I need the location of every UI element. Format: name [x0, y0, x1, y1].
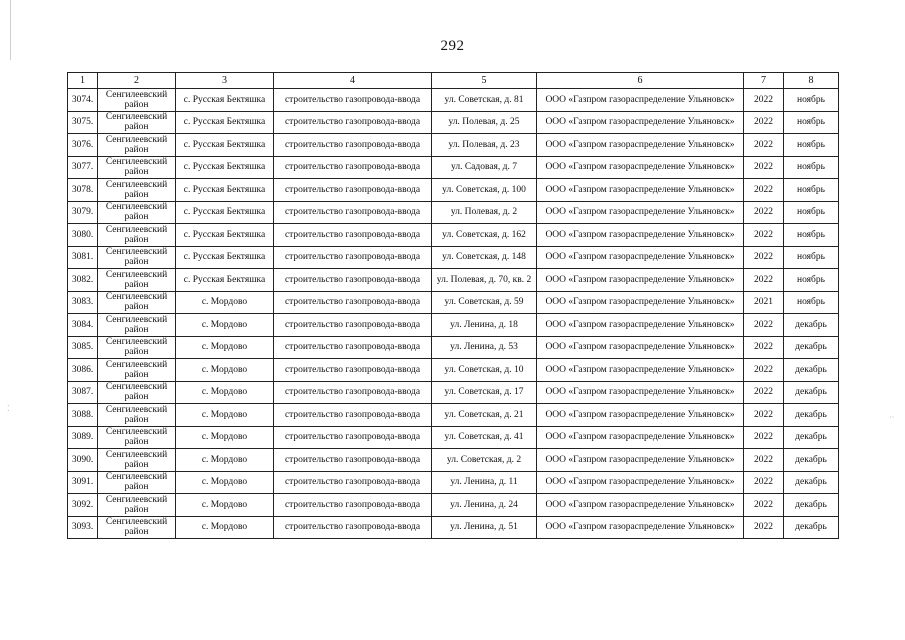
locality-cell: с. Русская Бектяшка — [176, 179, 274, 202]
locality-cell: с. Русская Бектяшка — [176, 134, 274, 157]
work-type-cell: строительство газопровода-ввода — [274, 201, 432, 224]
address-cell: ул. Советская, д. 81 — [432, 89, 537, 112]
address-cell: ул. Советская, д. 100 — [432, 179, 537, 202]
district-cell — [98, 449, 176, 472]
year-cell: 2022 — [744, 89, 784, 112]
table-row — [68, 201, 839, 224]
organization-cell: ООО «Газпром газораспределение Ульяновск» — [537, 89, 744, 112]
row-number: 3074. — [68, 89, 98, 112]
organization-cell: ООО «Газпром газораспределение Ульяновск» — [537, 179, 744, 202]
row-number: 3078. — [68, 179, 98, 202]
page-number: 292 — [440, 38, 465, 54]
district-cell-line: Сенгилеевский — [105, 359, 168, 370]
address-cell: ул. Полевая, д. 25 — [432, 111, 537, 134]
address-cell: ул. Советская, д. 17 — [432, 381, 537, 404]
work-type-cell: строительство газопровода-ввода — [274, 291, 432, 314]
work-type-cell: строительство газопровода-ввода — [274, 89, 432, 112]
organization-cell: ООО «Газпром газораспределение Ульяновск» — [537, 494, 744, 517]
table-row — [68, 314, 839, 337]
table-row — [68, 449, 839, 472]
work-type-cell: строительство газопровода-ввода — [274, 134, 432, 157]
district-cell-line: район — [124, 527, 149, 538]
work-type-cell: строительство газопровода-ввода — [274, 111, 432, 134]
district-cell-line: Сенгилеевский — [105, 404, 168, 415]
district-cell-line: Сенгилеевский — [105, 494, 168, 505]
year-cell: 2022 — [744, 201, 784, 224]
row-number: 3093. — [68, 516, 98, 539]
address-cell: ул. Ленина, д. 51 — [432, 516, 537, 539]
locality-cell: с. Русская Бектяшка — [176, 156, 274, 179]
column-header-8: 8 — [784, 73, 839, 89]
gas-connection-table — [67, 72, 839, 539]
month-cell: декабрь — [784, 449, 839, 472]
month-cell: ноябрь — [784, 111, 839, 134]
district-cell-line: район — [124, 122, 149, 133]
organization-cell: ООО «Газпром газораспределение Ульяновск» — [537, 314, 744, 337]
district-cell-line: район — [124, 504, 149, 515]
district-cell — [98, 314, 176, 337]
column-header-7: 7 — [744, 73, 784, 89]
work-type-cell: строительство газопровода-ввода — [274, 156, 432, 179]
district-cell-line: район — [124, 302, 149, 313]
column-header-4: 4 — [274, 73, 432, 89]
year-cell: 2022 — [744, 381, 784, 404]
organization-cell: ООО «Газпром газораспределение Ульяновск» — [537, 426, 744, 449]
row-number: 3083. — [68, 291, 98, 314]
table-row — [68, 111, 839, 134]
district-cell-line: район — [124, 324, 149, 335]
address-cell: ул. Ленина, д. 18 — [432, 314, 537, 337]
address-cell: ул. Полевая, д. 70, кв. 2 — [432, 269, 537, 292]
district-cell-line: Сенгилеевский — [105, 202, 168, 213]
district-cell — [98, 336, 176, 359]
district-cell — [98, 381, 176, 404]
row-number: 3087. — [68, 381, 98, 404]
year-cell: 2022 — [744, 471, 784, 494]
locality-cell: с. Русская Бектяшка — [176, 89, 274, 112]
work-type-cell: строительство газопровода-ввода — [274, 336, 432, 359]
month-cell: ноябрь — [784, 156, 839, 179]
district-cell-line: Сенгилеевский — [105, 157, 168, 168]
work-type-cell: строительство газопровода-ввода — [274, 494, 432, 517]
organization-cell: ООО «Газпром газораспределение Ульяновск» — [537, 224, 744, 247]
district-cell-line: Сенгилеевский — [105, 134, 168, 145]
year-cell: 2022 — [744, 246, 784, 269]
organization-cell: ООО «Газпром газораспределение Ульяновск» — [537, 201, 744, 224]
month-cell: декабрь — [784, 359, 839, 382]
locality-cell: с. Русская Бектяшка — [176, 201, 274, 224]
year-cell: 2022 — [744, 359, 784, 382]
year-cell: 2022 — [744, 111, 784, 134]
year-cell: 2022 — [744, 156, 784, 179]
district-cell-line: Сенгилеевский — [105, 112, 168, 123]
district-cell — [98, 179, 176, 202]
district-cell — [98, 111, 176, 134]
district-cell-line: Сенгилеевский — [105, 292, 168, 303]
row-number: 3076. — [68, 134, 98, 157]
organization-cell: ООО «Газпром газораспределение Ульяновск» — [537, 516, 744, 539]
scan-mark-left: ⁚ — [7, 404, 10, 413]
year-cell: 2022 — [744, 269, 784, 292]
district-cell-line: район — [124, 99, 149, 110]
column-header-1: 1 — [68, 73, 98, 89]
month-cell: ноябрь — [784, 179, 839, 202]
district-cell — [98, 494, 176, 517]
row-number: 3089. — [68, 426, 98, 449]
address-cell: ул. Советская, д. 41 — [432, 426, 537, 449]
organization-cell: ООО «Газпром газораспределение Ульяновск» — [537, 134, 744, 157]
table-row — [68, 381, 839, 404]
year-cell: 2022 — [744, 449, 784, 472]
district-cell-line: район — [124, 414, 149, 425]
locality-cell: с. Мордово — [176, 359, 274, 382]
row-number: 3085. — [68, 336, 98, 359]
table-header — [68, 73, 839, 89]
address-cell: ул. Полевая, д. 2 — [432, 201, 537, 224]
district-cell — [98, 201, 176, 224]
work-type-cell: строительство газопровода-ввода — [274, 224, 432, 247]
address-cell: ул. Ленина, д. 53 — [432, 336, 537, 359]
row-number: 3084. — [68, 314, 98, 337]
row-number: 3088. — [68, 404, 98, 427]
table-row — [68, 269, 839, 292]
district-cell-line: район — [124, 144, 149, 155]
table-row — [68, 516, 839, 539]
district-cell-line: район — [124, 234, 149, 245]
organization-cell: ООО «Газпром газораспределение Ульяновск» — [537, 404, 744, 427]
district-cell — [98, 359, 176, 382]
district-cell-line: Сенгилеевский — [105, 269, 168, 280]
organization-cell: ООО «Газпром газораспределение Ульяновск» — [537, 111, 744, 134]
address-cell: ул. Ленина, д. 11 — [432, 471, 537, 494]
month-cell: ноябрь — [784, 89, 839, 112]
address-cell: ул. Советская, д. 148 — [432, 246, 537, 269]
organization-cell: ООО «Газпром газораспределение Ульяновск» — [537, 269, 744, 292]
row-number: 3075. — [68, 111, 98, 134]
month-cell: ноябрь — [784, 201, 839, 224]
district-cell — [98, 404, 176, 427]
month-cell: декабрь — [784, 426, 839, 449]
locality-cell: с. Мордово — [176, 516, 274, 539]
column-header-5: 5 — [432, 73, 537, 89]
organization-cell: ООО «Газпром газораспределение Ульяновск» — [537, 449, 744, 472]
locality-cell: с. Русская Бектяшка — [176, 111, 274, 134]
address-cell: ул. Советская, д. 21 — [432, 404, 537, 427]
address-cell: ул. Советская, д. 59 — [432, 291, 537, 314]
work-type-cell: строительство газопровода-ввода — [274, 179, 432, 202]
table-row — [68, 224, 839, 247]
column-header-6: 6 — [537, 73, 744, 89]
scan-mark-right: ·· — [889, 413, 895, 422]
district-cell — [98, 269, 176, 292]
year-cell: 2022 — [744, 179, 784, 202]
month-cell: ноябрь — [784, 224, 839, 247]
locality-cell: с. Мордово — [176, 449, 274, 472]
locality-cell: с. Мордово — [176, 404, 274, 427]
district-cell-line: район — [124, 392, 149, 403]
district-cell-line: Сенгилеевский — [105, 179, 168, 190]
work-type-cell: строительство газопровода-ввода — [274, 471, 432, 494]
table-row — [68, 471, 839, 494]
row-number: 3090. — [68, 449, 98, 472]
organization-cell: ООО «Газпром газораспределение Ульяновск» — [537, 246, 744, 269]
work-type-cell: строительство газопровода-ввода — [274, 381, 432, 404]
year-cell: 2021 — [744, 291, 784, 314]
organization-cell: ООО «Газпром газораспределение Ульяновск» — [537, 336, 744, 359]
district-cell — [98, 89, 176, 112]
year-cell: 2022 — [744, 134, 784, 157]
district-cell — [98, 426, 176, 449]
district-cell-line: Сенгилеевский — [105, 314, 168, 325]
organization-cell: ООО «Газпром газораспределение Ульяновск» — [537, 359, 744, 382]
work-type-cell: строительство газопровода-ввода — [274, 269, 432, 292]
district-cell — [98, 291, 176, 314]
locality-cell: с. Мордово — [176, 494, 274, 517]
row-number: 3091. — [68, 471, 98, 494]
table-row — [68, 291, 839, 314]
locality-cell: с. Мордово — [176, 471, 274, 494]
locality-cell: с. Русская Бектяшка — [176, 269, 274, 292]
month-cell: ноябрь — [784, 246, 839, 269]
district-cell-line: Сенгилеевский — [105, 382, 168, 393]
table-row — [68, 359, 839, 382]
header-row — [68, 73, 839, 89]
year-cell: 2022 — [744, 404, 784, 427]
year-cell: 2022 — [744, 336, 784, 359]
district-cell-line: район — [124, 347, 149, 358]
table-row — [68, 89, 839, 112]
locality-cell: с. Русская Бектяшка — [176, 246, 274, 269]
address-cell: ул. Ленина, д. 24 — [432, 494, 537, 517]
organization-cell: ООО «Газпром газораспределение Ульяновск» — [537, 381, 744, 404]
month-cell: декабрь — [784, 336, 839, 359]
work-type-cell: строительство газопровода-ввода — [274, 246, 432, 269]
address-cell: ул. Советская, д. 162 — [432, 224, 537, 247]
work-type-cell: строительство газопровода-ввода — [274, 426, 432, 449]
row-number: 3080. — [68, 224, 98, 247]
district-cell-line: район — [124, 212, 149, 223]
district-cell — [98, 246, 176, 269]
work-type-cell: строительство газопровода-ввода — [274, 404, 432, 427]
locality-cell: с. Мордово — [176, 426, 274, 449]
table-row — [68, 494, 839, 517]
row-number: 3081. — [68, 246, 98, 269]
address-cell: ул. Полевая, д. 23 — [432, 134, 537, 157]
row-number: 3079. — [68, 201, 98, 224]
organization-cell: ООО «Газпром газораспределение Ульяновск» — [537, 471, 744, 494]
month-cell: декабрь — [784, 494, 839, 517]
district-cell-line: район — [124, 369, 149, 380]
district-cell-line: район — [124, 279, 149, 290]
row-number: 3082. — [68, 269, 98, 292]
work-type-cell: строительство газопровода-ввода — [274, 359, 432, 382]
row-number: 3086. — [68, 359, 98, 382]
month-cell: декабрь — [784, 314, 839, 337]
district-cell-line: Сенгилеевский — [105, 337, 168, 348]
district-cell — [98, 471, 176, 494]
year-cell: 2022 — [744, 494, 784, 517]
row-number: 3077. — [68, 156, 98, 179]
address-cell: ул. Советская, д. 2 — [432, 449, 537, 472]
district-cell — [98, 134, 176, 157]
year-cell: 2022 — [744, 314, 784, 337]
district-cell-line: Сенгилеевский — [105, 89, 168, 100]
district-cell-line: район — [124, 167, 149, 178]
work-type-cell: строительство газопровода-ввода — [274, 314, 432, 337]
district-cell-line: район — [124, 437, 149, 448]
month-cell: ноябрь — [784, 269, 839, 292]
district-cell — [98, 516, 176, 539]
address-cell: ул. Советская, д. 10 — [432, 359, 537, 382]
district-cell-line: район — [124, 459, 149, 470]
district-cell-line: Сенгилеевский — [105, 427, 168, 438]
table-body — [68, 89, 839, 539]
district-cell-line: Сенгилеевский — [105, 472, 168, 483]
district-cell-line: район — [124, 257, 149, 268]
table-row — [68, 179, 839, 202]
table-row — [68, 246, 839, 269]
month-cell: ноябрь — [784, 291, 839, 314]
year-cell: 2022 — [744, 224, 784, 247]
address-cell: ул. Садовая, д. 7 — [432, 156, 537, 179]
locality-cell: с. Мордово — [176, 336, 274, 359]
organization-cell: ООО «Газпром газораспределение Ульяновск» — [537, 291, 744, 314]
year-cell: 2022 — [744, 516, 784, 539]
table-row — [68, 336, 839, 359]
locality-cell: с. Мордово — [176, 314, 274, 337]
district-cell-line: Сенгилеевский — [105, 517, 168, 528]
table-row — [68, 404, 839, 427]
locality-cell: с. Русская Бектяшка — [176, 224, 274, 247]
district-cell — [98, 156, 176, 179]
locality-cell: с. Мордово — [176, 381, 274, 404]
month-cell: ноябрь — [784, 134, 839, 157]
organization-cell: ООО «Газпром газораспределение Ульяновск» — [537, 156, 744, 179]
year-cell: 2022 — [744, 426, 784, 449]
table-row — [68, 134, 839, 157]
district-cell-line: Сенгилеевский — [105, 247, 168, 258]
month-cell: декабрь — [784, 381, 839, 404]
locality-cell: с. Мордово — [176, 291, 274, 314]
table-row — [68, 156, 839, 179]
column-header-2: 2 — [98, 73, 176, 89]
column-header-3: 3 — [176, 73, 274, 89]
row-number: 3092. — [68, 494, 98, 517]
district-cell-line: Сенгилеевский — [105, 449, 168, 460]
table-row — [68, 426, 839, 449]
month-cell: декабрь — [784, 404, 839, 427]
work-type-cell: строительство газопровода-ввода — [274, 516, 432, 539]
month-cell: декабрь — [784, 516, 839, 539]
district-cell-line: Сенгилеевский — [105, 224, 168, 235]
work-type-cell: строительство газопровода-ввода — [274, 449, 432, 472]
district-cell-line: район — [124, 482, 149, 493]
district-cell-line: район — [124, 189, 149, 200]
month-cell: декабрь — [784, 471, 839, 494]
district-cell — [98, 224, 176, 247]
